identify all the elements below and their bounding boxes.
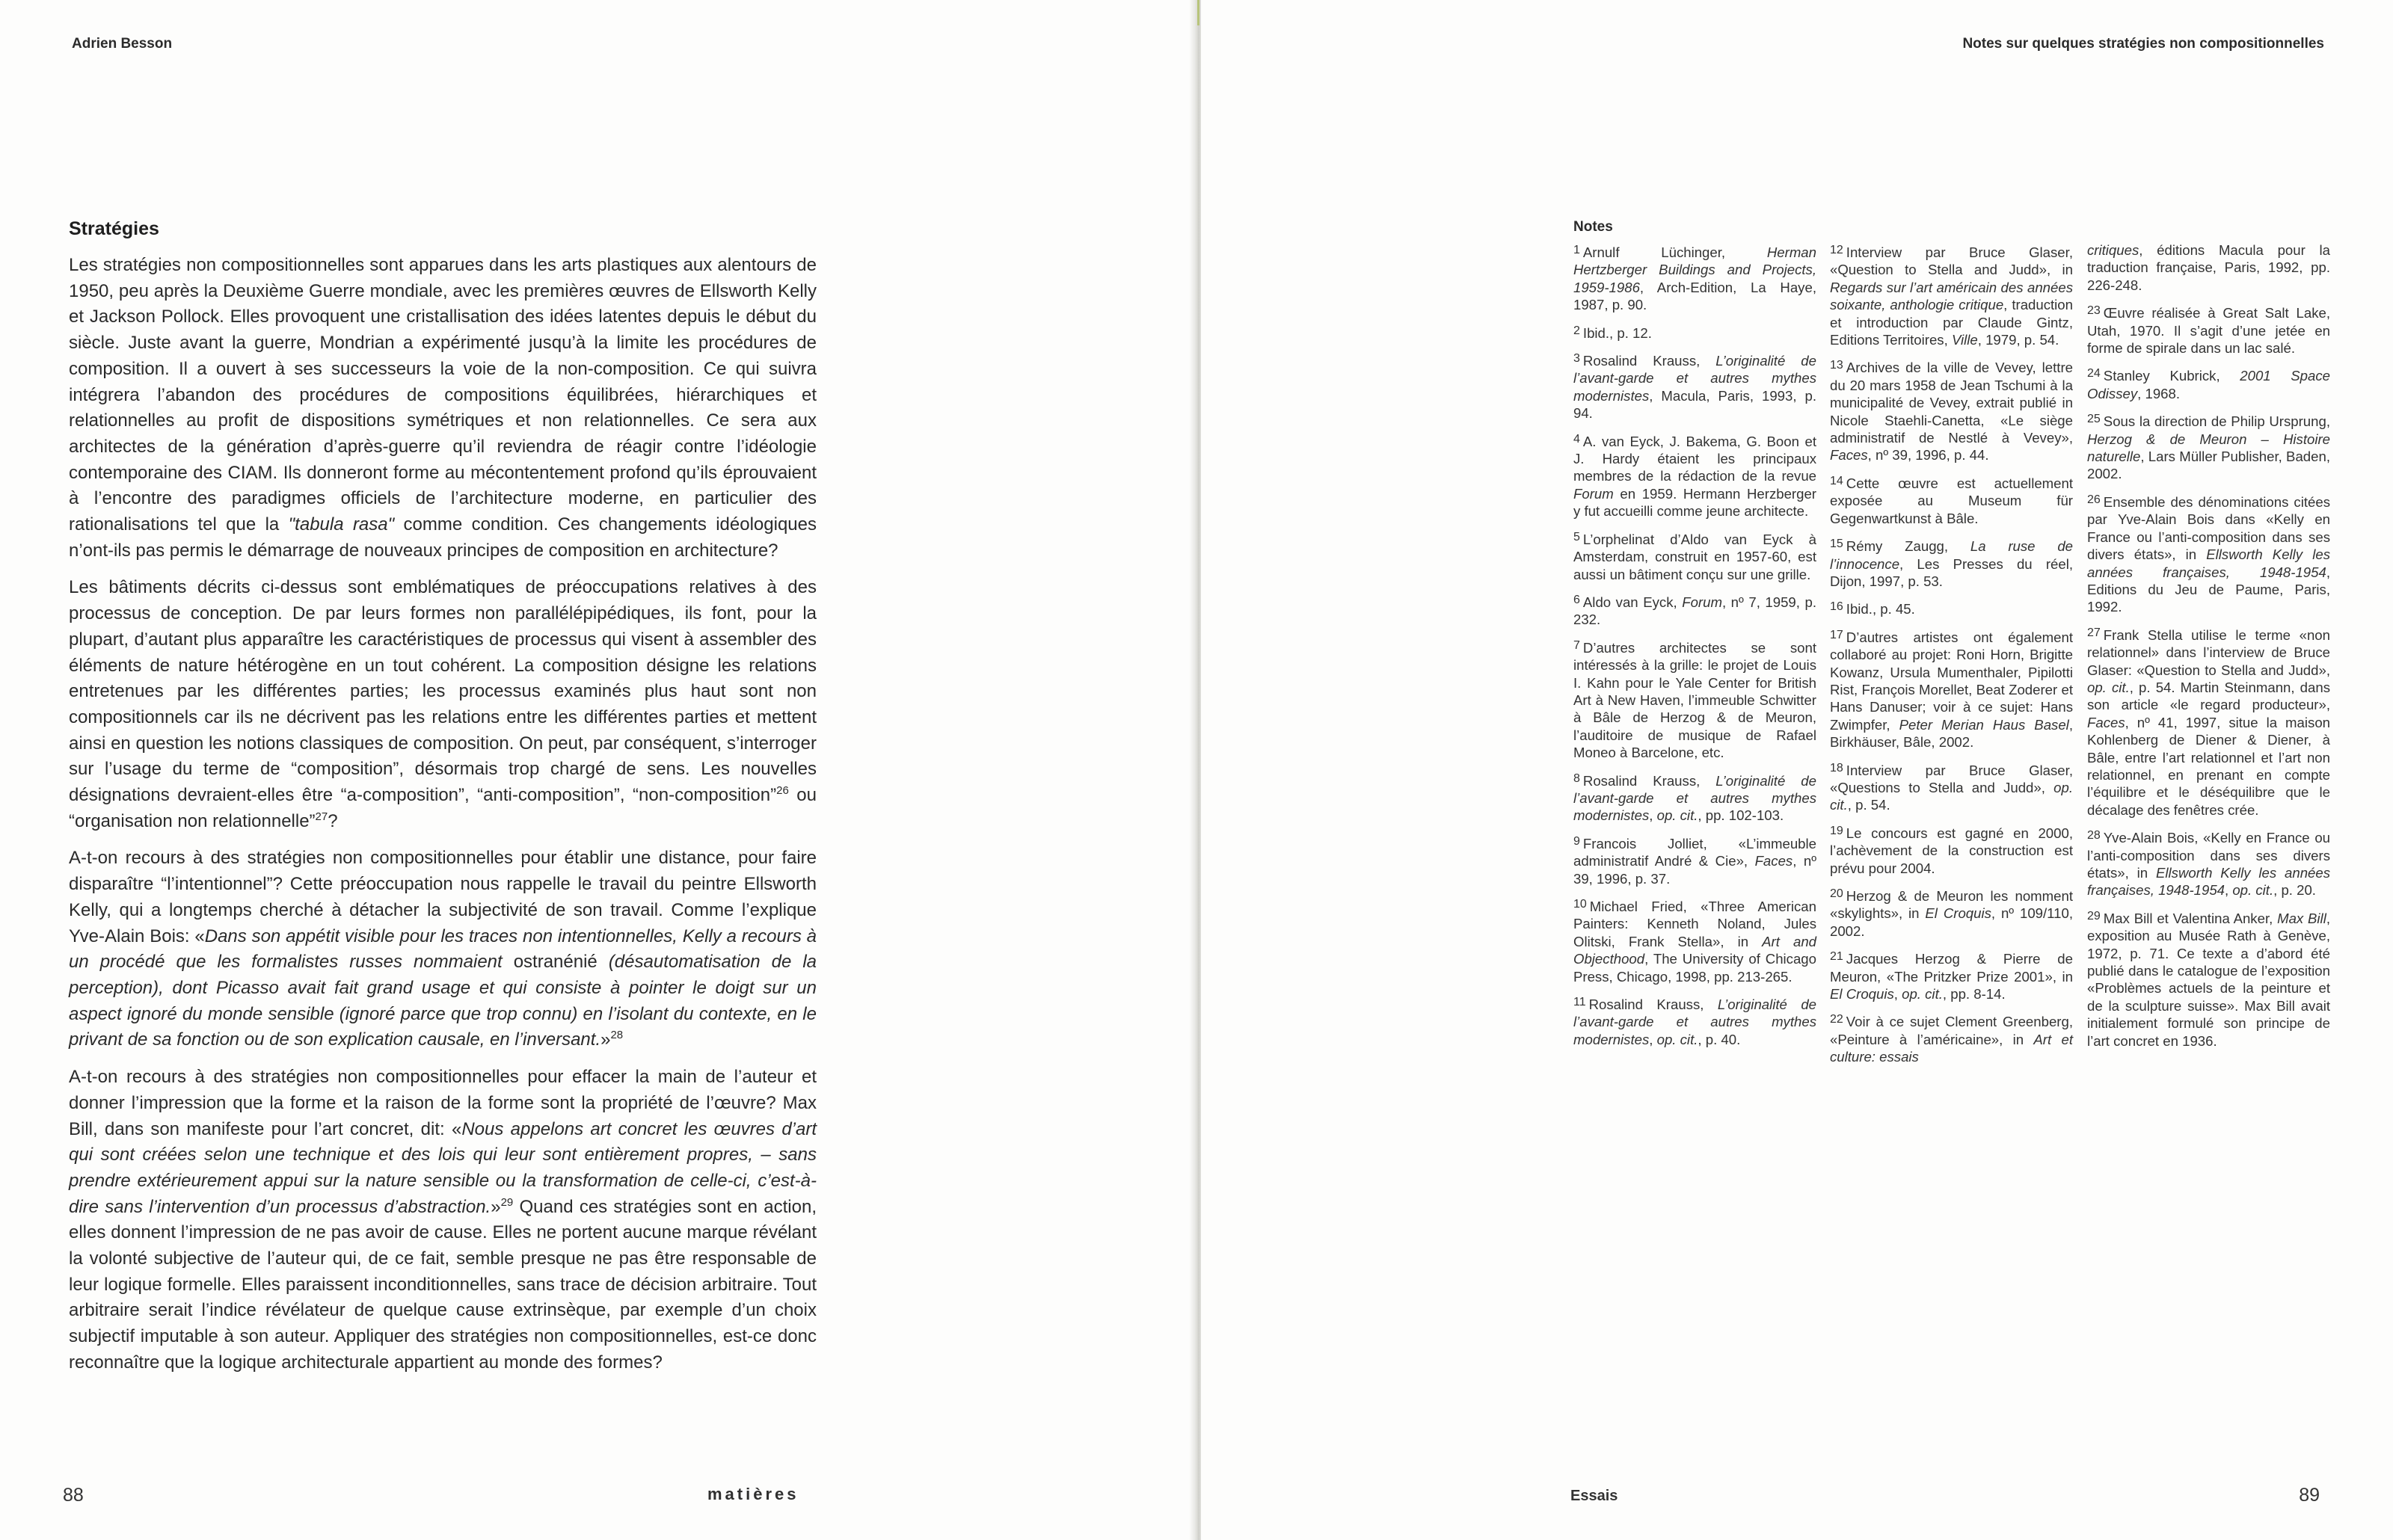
section-title: Stratégies: [69, 218, 159, 239]
footnote-ref: 27: [315, 810, 328, 823]
footnote-number: 24: [2087, 367, 2101, 381]
footnote-text: Sous la direction de Philip Ursprung, Herzog & de Meuron – Histoire naturelle, Lars Müller Publisher, Baden, 2002.: [2087, 413, 2330, 482]
footnote-text: Ibid., p. 12.: [1582, 324, 1652, 341]
footnote: [1830, 626, 2073, 751]
footnote-ref: 28: [610, 1029, 624, 1042]
footnote-text: L’orphelinat d’Aldo van Eyck à Amsterdam, construit en 1957-60, est aussi un bâtiment conçu sur une grille.: [1573, 531, 1816, 582]
footnote: [1573, 241, 1816, 314]
footnote: [1830, 948, 2073, 1002]
footnote-text: Interview par Bruce Glaser, «Questions to Stella and Judd», op. cit., p. 54.: [1830, 762, 2073, 813]
footnote-text: Jacques Herzog & Pierre de Meuron, «The Pritzker Prize 2001», in El Croquis, op. cit., pp. 8-14.: [1830, 951, 2073, 1002]
footnote: [1573, 994, 1816, 1048]
footnote-number: 10: [1573, 898, 1587, 911]
left-page: [0, 0, 1194, 1540]
footnote: [1573, 591, 1816, 629]
footnote-number: 7: [1573, 638, 1580, 652]
footnote-number: 22: [1830, 1013, 1843, 1026]
footnote-text: Frank Stella utilise le terme «non relationnel» dans l’interview de Bruce Glaser: «Question to Stella and Judd», op. cit., p. 54. Martin Steinmann, dans son article «le regard producteur», Faces, nº 41, 1997, situe la maison Kohlenberg de Diener & Diener, à Bâle, entre l’art relationnel et l’art non relationnel, en prenant en compte l’équilibre et le déséquilibre que le décalage des fenêtres crée.: [2087, 626, 2330, 818]
footnote: [1830, 357, 2073, 463]
footnote-text: Rosalind Krauss, L’originalité de l’avant-garde et autres mythes modernistes, Macula, Paris, 1993, p. 94.: [1573, 353, 1816, 422]
footnote: [2087, 302, 2330, 357]
footnote: [2087, 241, 2330, 294]
footnote-number: 27: [2087, 626, 2101, 639]
footnote-number: 12: [1830, 244, 1843, 256]
footnote-text: Rémy Zaugg, La ruse de l’innocence, Les Presses du réel, Dijon, 1997, p. 53.: [1830, 538, 2073, 589]
footnote-number: 28: [2087, 829, 2101, 843]
footnote-number: 21: [1830, 950, 1843, 964]
footnote: [1573, 350, 1816, 422]
footnote-text: Herzog & de Meuron les nomment «skylights», in El Croquis, nº 109/110, 2002.: [1830, 888, 2073, 939]
footnote-number: 19: [1830, 824, 1843, 837]
footnote: [2087, 624, 2330, 819]
footnote-ref: 29: [500, 1195, 514, 1209]
binding-mark: [1197, 0, 1199, 25]
footnote: [1830, 885, 2073, 940]
footnote-text: Stanley Kubrick, 2001 Space Odissey, 1968.: [2087, 368, 2330, 401]
footnote-text: Archives de la ville de Vevey, lettre du 20 mars 1958 de Jean Tschumi à la municipalité de Vevey, extrait publié in Nicole Staehli-Canetta, «Le siège administratif de Nestlé à Vevey», Faces, nº 39, 1996, p. 44.: [1830, 360, 2073, 463]
footnote: [1830, 472, 2073, 527]
footnote-text: critiques, éditions Macula pour la traduction française, Paris, 1992, pp. 226-248.: [2087, 242, 2330, 293]
notes-title: Notes: [1573, 219, 1613, 235]
footnote-text: Ensemble des dénominations citées par Yve-Alain Bois dans «Kelly en France ou l’anti-composition dans ses divers états», in Ellsworth Kelly les années françaises, 1948-1954, Editions du Jeu de Paume, Paris, 1992.: [2087, 493, 2330, 615]
section-label: Essais: [1570, 1488, 1618, 1504]
footnote-text: Aldo van Eyck, Forum, nº 7, 1959, p. 232.: [1573, 594, 1816, 628]
footnote-text: Rosalind Krauss, L’originalité de l’avant-garde et autres mythes modernistes, op. cit., p. 40.: [1573, 997, 1816, 1047]
footnote: [1830, 1011, 2073, 1065]
paragraph: A-t-on recours à des stratégies non compositionnelles pour établir une distance, pour faire disparaître “l’intentionnel”? Cette préoccupation nous rappelle le travail du peintre Ellsworth Kelly, qui a longtemps cherché à détacher la subjectivité de son travail. Comme l’explique Yve-Alain Bois: «Dans son appétit visible pour les traces non intentionnelles, Kelly a recours à un procédé que les formalistes russes nommaient ostranénié (désautomatisation de la perception), dont Picasso avait fait grand usage et qui consiste à pointer le doigt sur un aspect ignoré du monde sensible (ignoré parce que trop connu) en l’isolant du contexte, en le privant de sa fonction ou de son explication causale, en l’inversant.»$^{28}$: [69, 848, 817, 1050]
running-head-title: Notes sur quelques stratégies non compositionnelles: [1962, 36, 2324, 52]
footnote-text: D’autres architectes se sont intéressés à la grille: le projet de Louis I. Kahn pour le Yale Center for British Art à New Haven, l’immeuble Schwitter à Bâle de Herzog & de Meuron, l’auditoire de musique de Rafael Moneo à Barcelone, etc.: [1573, 639, 1816, 761]
footnote-number: 5: [1573, 530, 1580, 543]
footnote: [1573, 431, 1816, 520]
footnote-number: 25: [2087, 413, 2101, 426]
footnote: [1573, 833, 1816, 887]
footnote-number: 26: [2087, 493, 2101, 506]
notes-column-1: [1573, 241, 1816, 1056]
footnote-number: 20: [1830, 887, 1843, 900]
right-page: [1201, 0, 2393, 1540]
footnote-text: D’autres artistes ont également collaboré au projet: Roni Horn, Brigitte Kowanz, Ursula Mumenthaler, Pipilotti Rist, François Morellet, Beat Zoderer et Hans Danuser; voir à ce sujet: Hans Zwimpfer, Peter Merian Haus Basel, Birkhäuser, Bâle, 2002.: [1830, 629, 2073, 751]
notes-column-3: [2087, 241, 2330, 1058]
page-number-left: 88: [63, 1485, 84, 1506]
footnote-number: 14: [1830, 474, 1843, 487]
footnote-text: Michael Fried, «Three American Painters: Kenneth Noland, Jules Olitski, Frank Stella», in Art and Objecthood, The University of Chicago Press, Chicago, 1998, pp. 213-265.: [1573, 899, 1817, 985]
footnote: [1573, 637, 1816, 762]
footnote: [1830, 822, 2073, 877]
footnote-text: Le concours est gagné en 2000, l’achèvement de la construction est prévu pour 2004.: [1830, 825, 2073, 876]
footnote: [1830, 598, 2073, 617]
footnote-number: 13: [1830, 359, 1843, 372]
footnote: [1573, 896, 1816, 985]
footnote-ref: 26: [776, 784, 789, 798]
footnote-number: 15: [1830, 538, 1843, 551]
footnote: [2087, 410, 2330, 483]
footnote-number: 3: [1573, 352, 1580, 366]
footnote: [1573, 529, 1816, 583]
footnote: [1573, 322, 1816, 342]
footnote: [1830, 241, 2073, 348]
footnote-text: Interview par Bruce Glaser, «Question to Stella and Judd», in Regards sur l’art américain des années soixante, anthologie critique, traduction et introduction par Claude Gintz, Editions Territoires, Ville, 1979, p. 54.: [1830, 244, 2073, 348]
footnote-number: 17: [1830, 628, 1843, 641]
paragraph: Les bâtiments décrits ci-dessus sont emblématiques de préoccupations relatives à des processus de conception. De par leurs formes non parallélépipédiques, ils font, pour la plupart, d’autant plus apparaître les caractéristiques de processus qui visent à assembler des éléments de nature hétérogène en un tout cohérent. La composition désigne les relations entretenues par les différentes parties; les processus examinés plus haut sont non compositionnels car ils ne décrivent pas les relations entre les différentes parties et mettent ainsi en question les notions classiques de composition. On peut, par conséquent, s’interroger sur l’usage du terme de “composition”, désormais trop chargé de sens. Les nouvelles désignations devraient-elles être “a-composition”, “anti-composition”, “non-composition”$^{26}$ ou “organisation non relationnelle”$^{27}$?: [69, 577, 817, 831]
notes-column-2: [1830, 241, 2073, 1074]
footnote-text: Francois Jolliet, «L’immeuble administratif André & Cie», Faces, nº 39, 1996, p. 37.: [1573, 835, 1817, 887]
footnote-number: 9: [1573, 834, 1580, 848]
footnote-text: Ibid., p. 45.: [1846, 601, 1915, 617]
footnote-number: 18: [1830, 761, 1843, 774]
footnote-text: Arnulf Lüchinger, Herman Hertzberger Buildings and Projects, 1959-1986, Arch-Edition, La Haye, 1987, p. 90.: [1573, 244, 1816, 313]
footnote-number: 11: [1573, 996, 1586, 1009]
footnote-text: Cette œuvre est actuellement exposée au Museum für Gegenwartkunst à Bâle.: [1830, 475, 2073, 526]
footnote-number: 6: [1573, 593, 1580, 606]
footnote-number: 16: [1830, 600, 1843, 614]
footnote-number: 8: [1573, 771, 1580, 785]
paragraph: A-t-on recours à des stratégies non compositionnelles pour effacer la main de l’auteur et donner l’impression que la forme et la raison de la forme sont la propriété de l’œuvre? Max Bill, dans son manifeste pour l’art concret, dit: «Nous appelons art concret les œuvres d’art qui sont créées selon une technique et des lois qui leur sont entièrement propres, – sans prendre extérieurement appui sur la nature sensible ou la transformation de celle-ci, c’est-à-dire sans l’intervention d’un processus d’abstraction.»$^{29}$ Quand ces stratégies sont en action, elles donnent l’impression de ne pas avoir de cause. Elles ne portent aucune marque révélant la volonté subjective de l’auteur qui, de ce fait, semble presque ne pas être responsable de leur logique formelle. Elles paraissent inconditionnelles, sans trace de décision arbitraire. Tout arbitraire serait l’indice révélateur de quelque cause extrinsèque, par exemple d’un choix subjectif imputable à son auteur. Appliquer des stratégies non compositionnelles, est-ce donc reconnaître que la logique architecturale appartient au monde des formes?: [69, 1067, 817, 1373]
footnote-number: 2: [1573, 324, 1580, 337]
footnote-text: Yve-Alain Bois, «Kelly en France ou l’anti-composition dans ses divers états», in Ellsworth Kelly les années françaises, 1948-1954, op. cit., p. 20.: [2087, 830, 2331, 899]
footnote: [1830, 760, 2073, 814]
paragraph: Les stratégies non compositionnelles sont apparues dans les arts plastiques aux alentours de 1950, peu après la Deuxième Guerre mondiale, avec les premières œuvres de Ellsworth Kelly et Jackson Pollock. Elles provoquent une cristallisation des idées latentes depuis le début du siècle. Juste avant la guerre, Mondrian a expérimenté jusqu’à la limite les procédures de composition. Il a ouvert à ses successeurs la voie de la non-composition. Ce qui suivra intégrera l’abandon des procédures de compositions équilibrées, hiérarchiques et relationnelles au profit de dispositions symétriques et non relationnelles. Ce sera aux architectes de la génération d’après-guerre qu’il reviendra de réagir contre l’idéologie contemporaine des CIAM. Ils donneront forme au mécontentement profond qu’ils éprouvaient à l’encontre des paradigmes officiels de l’architecture moderne, en particulier des rationalisations tel que la "tabula rasa" comme condition. Ces changements idéologiques n’ont-ils pas permis le démarrage de nouveaux principes de composition en architecture?: [69, 255, 817, 561]
footnote-text: Max Bill et Valentina Anker, Max Bill, exposition au Musée Rath à Genève, 1972, p. 71. Ce texte a d’abord été publié dans le catalogue de l’exposition «Problèmes actuels de la peinture et de la sculpture suisse». Max Bill avait initialement formulé son principe de l’art concret en 1936.: [2087, 910, 2330, 1049]
footnote-number: 1: [1573, 244, 1580, 256]
footnote-number: 23: [2087, 304, 2101, 318]
footnote-text: Rosalind Krauss, L’originalité de l’avant-garde et autres mythes modernistes, op. cit., pp. 102-103.: [1573, 772, 1816, 824]
footnote: [2087, 908, 2330, 1050]
footnote: [2087, 491, 2330, 616]
footnote-number: 4: [1573, 432, 1580, 446]
page-number-right: 89: [2299, 1485, 2320, 1506]
footnote: [2087, 365, 2330, 402]
footnote: [1830, 535, 2073, 590]
footnote-text: Voir à ce sujet Clement Greenberg, «Peinture à l’américaine», in Art et culture: essais: [1830, 1014, 2073, 1065]
footnote: [1573, 770, 1816, 825]
footnote-text: Œuvre réalisée à Great Salt Lake, Utah, 1970. Il s’agit d’une jetée en forme de spirale dans un lac salé.: [2087, 305, 2330, 357]
body-text: [69, 253, 817, 1387]
footnote-text: A. van Eyck, J. Bakema, G. Boon et J. Hardy étaient les principaux membres de la rédaction de la revue Forum en 1959. Hermann Herzberger y fut accueilli comme jeune architecte.: [1573, 433, 1816, 520]
footnote-number: 29: [2087, 909, 2101, 923]
journal-name: matières: [707, 1485, 799, 1503]
running-head-author: Adrien Besson: [72, 36, 173, 52]
footnote: [2087, 827, 2330, 899]
